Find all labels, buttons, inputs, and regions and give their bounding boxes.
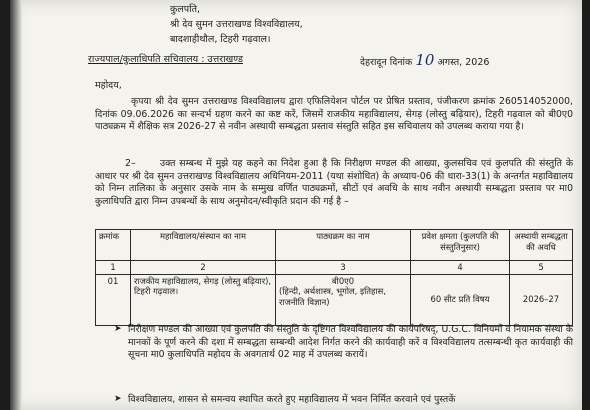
col-number-4: 4 — [411, 261, 510, 275]
col-number-5: 5 — [510, 261, 573, 275]
header-period: अस्थायी सम्बद्धता की अवधि — [510, 230, 573, 261]
letter-date — [360, 51, 490, 69]
condition-1: निरीक्षण मण्डल की आख्या एवं कुलपति की संस्तुति के दृष्टिगत विश्वविद्यालय की कार्यपरिषद्, U.G.C. विनियमों व नियामक संस्था के मानकों के पूर्ण करने की दशा में सम्बद्धता सम्बन्धी आदेश निर्गत करने की कार्यवाही करें व विश्वविद्यालय तत्सम्बन्धी कृत कार्यवाही की सूचना मा0 कुलाधिपति महोदय के अवगतार्थ 02 माह में उपलब्ध करायें। — [128, 324, 573, 361]
header-sno: क्रमांक — [96, 230, 131, 261]
paragraph-1: कृपया श्री देव सुमन उत्तराखण्ड विश्वविद्यालय द्वारा एफिलियेशन पोर्टल पर प्रेषित प्रस्ताव, पंजीकरण क्रमांक 260514052000, दिनांक 09.06.2026 का सन्दर्भ ग्रहण करने का कष्ट करें, जिसमें राजकीय महाविद्यालय, सेगड़ (लोस्तु बढ़ियार), टिहरी गढ़वाल को बी0ए0 पाठ्यक्रम में शैक्षिक सत्र 2026-27 से नवीन अस्थायी सम्बद्धता प्रस्ताव संस्तुति सहित इस सचिवालय को उपलब्ध कराया गया है। — [95, 96, 573, 133]
address-line-1: कुलपति, — [170, 4, 201, 15]
address-line-2: श्री देव सुमन उत्तराखण्ड विश्वविद्यालय, — [170, 19, 303, 30]
row-subjects: (हिन्दी, अर्थशास्त्र, भूगोल, इतिहास, राजनीति विज्ञान) — [279, 286, 386, 307]
date-rest: अगस्त, 2026 — [437, 57, 490, 68]
letter-page — [10, 0, 582, 410]
row-capacity: 60 सीट प्रति विषय — [411, 274, 510, 325]
header-capacity: प्रवेश क्षमता (कुलपति की संस्तुतिनुसार) — [411, 230, 510, 261]
paragraph-2: उक्त सम्बन्ध में मुझे यह कहने का निदेश हुआ है कि निरीक्षण मण्डल की आख्या, कुलसचिव एवं कुलपति की संस्तुति के आधार पर श्री देव सुमन उत्तराखण्ड विश्वविद्यालय अधिनियम-2011 (यथा संशोधित) के अध्याय-06 की धारा-33(1) के अन्तर्गत महाविद्यालय को निम्न तालिका के अनुसार उसके नाम के सम्मुख वर्णित पाठ्यक्रमों, सीटों एवं अवधि के साथ नवीन अस्थायी सम्बद्धता प्रस्ताव पर मा0 कुलाधिपति द्वारा निम्न उपबन्धों के साथ अनुमोदन/स्वीकृति प्रदान की गई है – — [95, 158, 573, 207]
row-sno: 01 — [96, 274, 131, 325]
col-number-2: 2 — [131, 261, 276, 275]
address-line-3: बादशाहीथौल, टिहरी गढ़वाल। — [170, 34, 271, 45]
header-college: महाविद्यालय/संस्थान का नाम — [131, 230, 276, 261]
row-course: बी0ए0 — [331, 275, 355, 286]
row-period: 2026–27 — [510, 274, 573, 325]
col-number-3: 3 — [276, 261, 411, 275]
bullet-arrow-icon-2: ➤ — [114, 394, 122, 404]
salutation: महोदय, — [95, 80, 122, 91]
row-college: राजकीय महाविद्यालय, सेगड़ (लोस्तु बढ़ियार), टिहरी गढ़वाल। — [131, 274, 276, 325]
col-number-1: 1 — [96, 261, 131, 275]
page-shadow-edge — [10, 0, 22, 410]
date-prefix: देहरादून दिनांक — [360, 57, 413, 68]
table-row — [96, 274, 573, 325]
condition-2: विश्वविद्यालय, शासन से समन्वय स्थापित करते हुए महाविद्यालय में भवन निर्मित करवाने एवं पुस्तकें — [128, 394, 456, 405]
affiliation-table — [95, 229, 573, 326]
row-course-cell — [276, 274, 411, 325]
date-day-handwritten: 10 — [415, 51, 435, 69]
office-name: राज्यपाल/कुलाधिपति सचिवालय : उत्तराखण्ड — [88, 54, 243, 65]
table-number-row — [96, 261, 573, 275]
header-course: पाठ्यक्रम का नाम — [276, 230, 411, 261]
paragraph-2-number: 2– — [125, 158, 136, 169]
table-header-row — [96, 230, 573, 261]
bullet-arrow-icon: ➤ — [114, 324, 122, 334]
